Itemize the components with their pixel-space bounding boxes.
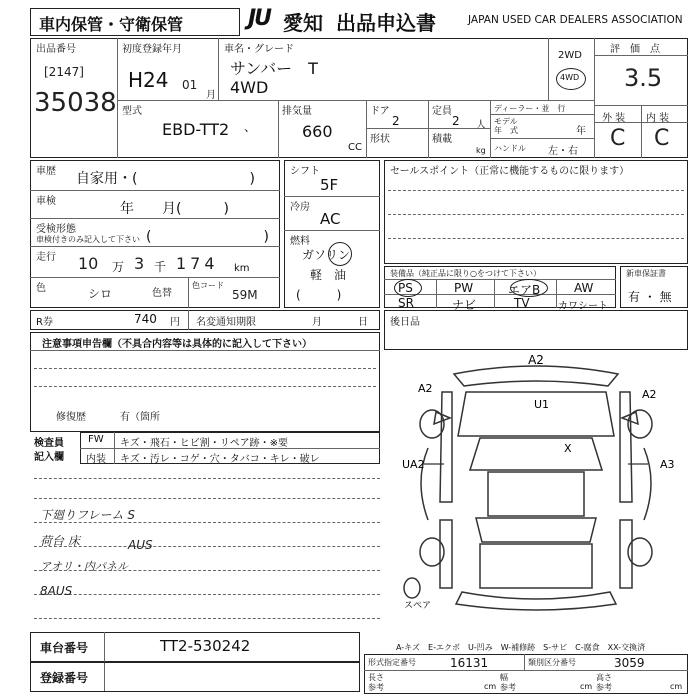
top-section [30,38,688,158]
brand-name: 愛知 [283,11,323,35]
shift-value: 5F [320,176,339,194]
windshield [470,438,602,470]
ju-logo: JU [248,6,271,31]
color-value: シロ [88,287,113,301]
receipt-label: 受検形態 [36,224,76,235]
roof-panel [488,472,584,516]
score-label: 評 価 点 [610,44,660,55]
spare-tire [404,578,420,598]
ref-label-1: 参考 [368,683,384,692]
registration-month-unit: 月 [206,90,216,101]
interior-check-items: キズ・汚レ・コゲ・穴・タバコ・キレ・破レ [120,454,320,465]
inspection-value: 年 月( ) [120,201,229,217]
length-label: 長さ [368,673,384,682]
chassis-number: TT2-530242 [160,637,251,655]
damage-legend: A-キズ E-エクボ U-凹み W-補修跡 S-サビ C-腐食 XX-交換済 [396,643,646,652]
left-rear-panel [440,520,452,588]
storage-note: 車内保管・守衛保管 [39,15,184,34]
mileage-sen: 3 [134,254,145,273]
recycle-value: 740 [134,312,157,326]
score-value: 3.5 [624,64,663,92]
equip-tv: TV [514,296,530,310]
right-front-panel [620,392,632,502]
receipt-value: ( ) [146,229,269,245]
history-value: 自家用・( ) [76,171,255,187]
dealer-label: ディーラー・並 行 [494,104,566,113]
note-line-1: 下廻りフレーム S [40,508,135,522]
equip-sr: SR [398,296,414,310]
airbag-circle [510,279,548,297]
model-no-label: 形式指定番号 [368,658,416,667]
notes-label: 注意事項申告欄（不具合内容等は具体的に記入して下さい） [42,339,312,350]
capacity-unit: 人 [476,120,486,131]
class-no: 3059 [614,656,645,670]
doors-value: 2 [392,114,400,128]
model-no: 16131 [450,656,489,670]
right-rear-panel [620,520,632,588]
front-left-wheel [420,410,444,438]
model-year-label: モデル 年 式 [494,117,518,135]
ac-label: 冷房 [290,202,310,213]
mileage-man: 10 [78,254,99,273]
model-mark: 、 [244,120,257,134]
mileage-label: 走行 [36,252,56,263]
exterior-grade: C [610,126,626,151]
length-unit: cm [484,682,497,691]
shift-label: シフト [290,166,320,177]
plate-label: 登録番号 [40,671,89,685]
lot-label: 出品番号 [36,44,76,55]
mileage-sen-unit: 千 [154,260,167,274]
fw-label: FW [88,434,104,445]
mileage-rest: 174 [176,254,219,273]
note-line-3: AUS [128,538,153,552]
warranty-label: 新車保証書 [626,269,666,278]
height-label: 高さ [596,673,612,682]
front-right-wheel [628,410,652,438]
diagram-mark-left-front: A2 [418,382,433,395]
name-change-month-unit: 月 [312,317,322,328]
color-code: 59M [232,288,258,302]
receipt-note: 車検付きのみ記入して下さい [36,235,140,244]
diagram-mark-front: A2 [528,353,544,367]
recycle-unit: 円 [170,317,180,328]
diagram-mark-left-side: UA2 [402,458,425,471]
registration-month: 01 [182,78,198,92]
car-drive: 4WD [230,78,269,97]
inspection-label: 車検 [36,196,56,207]
storage-note-box [30,8,240,36]
model-label: 型式 [122,106,142,117]
doors-label: ドア [370,106,390,117]
form-title: 出品申込書 [336,11,436,35]
fuel-diesel: 軽 油 [310,268,347,282]
rear-bumper [456,592,616,610]
handle-label: ハンドル [494,144,526,153]
equip-pw: PW [454,281,474,295]
ref-label-3: 参考 [596,683,612,692]
height-unit: cm [670,682,683,691]
load-unit: kg [476,146,486,155]
mileage-man-unit: 万 [112,260,125,274]
warranty-value: 有 ・ 無 [628,290,672,304]
displacement-value: 660 [302,122,333,141]
interior-grade: C [654,126,670,151]
color-code-label: 色コード [192,281,224,290]
model-value: EBD-TT2 [162,120,230,139]
equip-leather: カワシート [558,301,608,312]
ref-label-2: 参考 [500,683,516,692]
diagram-mark-roof: X [564,442,572,455]
displacement-label: 排気量 [282,106,312,117]
history-label: 車歴 [36,166,56,177]
recycle-label: R券 [36,317,53,328]
capacity-value: 2 [452,114,460,128]
after-equip-label: 後日品 [390,317,420,328]
fw-items: キズ・飛石・ヒビ割・リペア跡・※要 [120,438,288,449]
drive-4wd: 4WD [560,73,580,82]
interior-label: 内 装 [646,113,670,124]
mileage-unit: km [234,263,250,274]
car-name: サンバー T [230,59,318,78]
ps-circle [394,279,422,297]
equip-navi: ナビ [452,298,477,312]
equipment-label: 装備品（純正品に限り○をつけて下さい） [390,269,541,278]
load-label: 積載 [432,134,452,145]
ac-value: AC [320,210,341,228]
left-front-panel [440,392,452,502]
shape-label: 形状 [370,134,390,145]
equip-airbag: エアB [508,283,541,297]
diagram-mark-hood: U1 [534,398,550,411]
displacement-unit: CC [348,142,362,153]
inspector-label-1: 検査員 [34,438,64,449]
chassis-label: 車台番号 [40,641,89,655]
class-no-label: 類別区分番号 [528,658,576,667]
diagram-mark-right-front: A2 [642,388,657,401]
fuel-other: ( ) [296,288,342,302]
note-line-5: 8AUS [40,584,73,598]
color-label: 色 [36,283,46,294]
width-label: 幅 [500,673,508,682]
car-name-label: 車名・グレード [224,44,294,55]
drive-2wd: 2WD [558,50,582,61]
equip-aw: AW [574,281,594,295]
model-year-unit: 年 [576,126,586,137]
spare-label: スペア [404,601,432,611]
vehicle-damage-diagram [384,352,688,624]
association-name: JAPAN USED CAR DEALERS ASSOCIATION [468,14,683,26]
repair-value: 有（箇所 [120,412,160,423]
equip-ps: PS [398,281,413,295]
cargo-bed [480,544,592,588]
lot-number: 35038 [34,88,117,118]
interior-check-label: 内装 [86,454,106,465]
fuel-selected-circle [328,242,352,266]
front-bumper [454,366,618,386]
width-unit: cm [580,682,593,691]
inspector-label-2: 記入欄 [34,452,64,463]
name-change-label: 名変通知期限 [196,317,256,328]
after-equip-block [384,310,688,350]
name-change-day-unit: 日 [358,317,368,328]
fuel-label: 燃料 [290,236,310,247]
fuel-options: ガソリン [302,248,351,262]
registration-era-year: H24 [128,68,169,92]
repair-label: 修復歴 [56,412,86,423]
note-line-2: 荷台 床 [40,534,80,548]
registration-label: 初度登録年月 [122,44,182,55]
capacity-label: 定員 [432,106,452,117]
sales-point-label: セールスポイント（正常に機能するものに限ります） [390,166,630,177]
handle-options: 左・右 [548,146,578,157]
note-line-4: アオリ・内パネル [40,560,128,573]
right-side-outline [644,448,651,520]
exterior-label: 外 装 [602,113,626,124]
rear-window [476,518,596,542]
lot-code: [2147] [44,65,84,79]
diagram-mark-right-side: A3 [660,458,675,471]
color-change-label: 色替 [152,288,172,299]
